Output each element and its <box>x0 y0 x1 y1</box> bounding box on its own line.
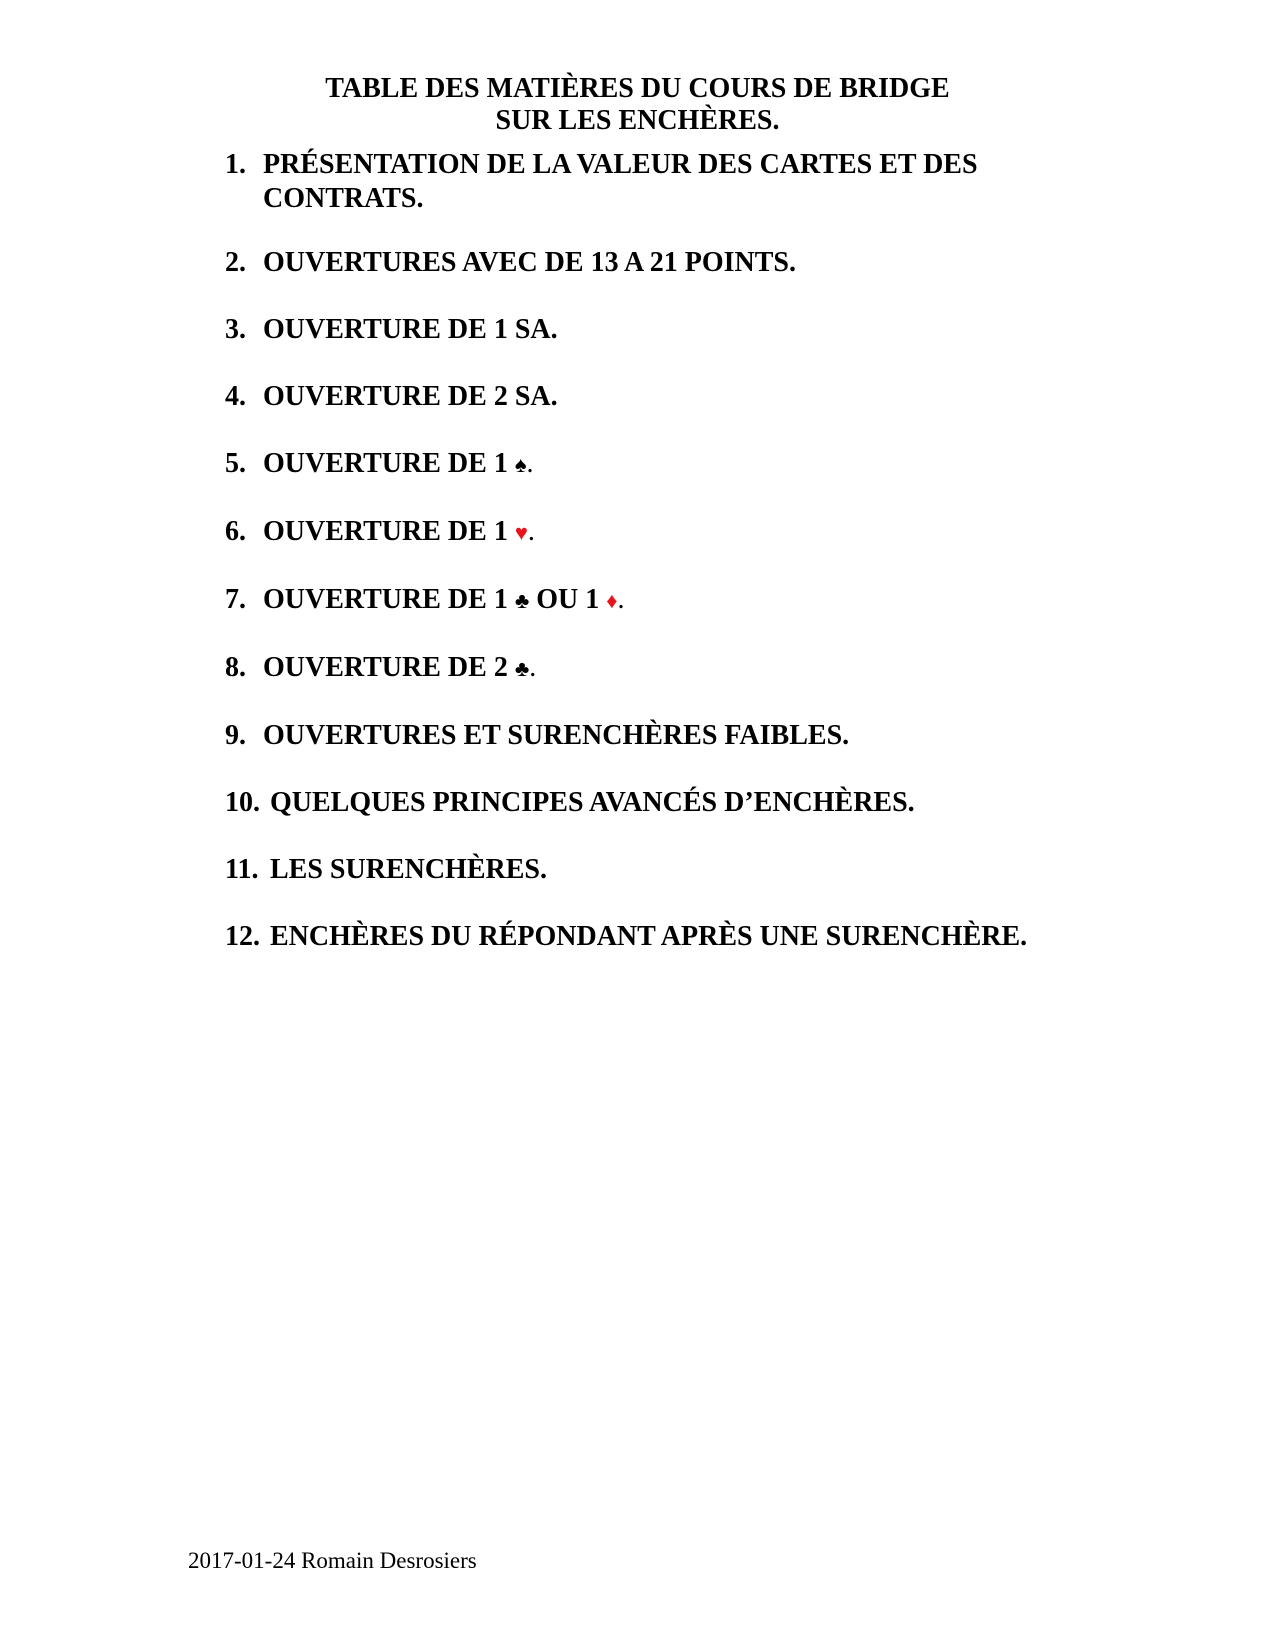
toc-item-number: 2. <box>225 247 246 278</box>
title-line-2: SUR LES ENCHÈRES. <box>495 105 780 136</box>
toc-item-number: 6. <box>225 516 246 547</box>
toc-item-text: OUVERTURES AVEC DE 13 A 21 POINTS. <box>263 247 796 278</box>
toc-item-8 <box>225 651 1125 686</box>
toc-item-text: OUVERTURE DE 1 <box>263 516 515 547</box>
spade-icon: ♠ <box>514 452 527 477</box>
toc-item-text: OUVERTURES ET SURENCHÈRES FAIBLES. <box>263 720 850 751</box>
period: . <box>529 652 537 683</box>
toc-item-number: 1. <box>225 149 246 180</box>
toc-item-text: OUVERTURE DE 2 <box>263 652 515 683</box>
toc-item-text: QUELQUES PRINCIPES AVANCÉS D’ENCHÈRES. <box>270 787 915 818</box>
toc-item-number: 7. <box>225 584 246 615</box>
toc-item-1 <box>225 148 1125 216</box>
page-footer: 2017-01-24 Romain Desrosiers <box>188 1548 477 1573</box>
period: . <box>527 516 535 547</box>
club-icon: ♣ <box>514 588 530 613</box>
toc-item-number: 5. <box>225 448 246 479</box>
toc-item-3 <box>225 313 1125 347</box>
period: . <box>617 584 625 615</box>
toc-item-text-wrapper <box>263 515 1063 550</box>
toc-item-text: OUVERTURE DE 1 <box>263 584 515 615</box>
period: . <box>526 448 534 479</box>
document-title <box>0 73 1275 137</box>
toc-item-text: ENCHÈRES DU RÉPONDANT APRÈS UNE SURENCHÈRE. <box>270 921 1028 952</box>
toc-item-9 <box>225 719 1125 753</box>
toc-item-11 <box>225 853 1125 887</box>
toc-item-text-wrapper <box>263 583 1063 618</box>
toc-item-6 <box>225 515 1125 550</box>
toc-item-4 <box>225 380 1125 414</box>
toc-item-number: 11. <box>225 854 259 885</box>
toc-item-number: 10. <box>225 787 260 818</box>
toc-item-text: LES SURENCHÈRES. <box>270 854 547 885</box>
toc-item-text: OUVERTURE DE 1 <box>263 448 515 479</box>
toc-item-text: OUVERTURE DE 1 SA. <box>263 314 558 345</box>
diamond-icon: ♦ <box>606 588 618 613</box>
toc-item-5 <box>225 447 1125 482</box>
toc-item-number: 9. <box>225 720 246 751</box>
club-icon: ♣ <box>514 656 530 681</box>
toc-item-text-2: OU 1 <box>529 584 607 615</box>
heart-icon: ♥ <box>514 520 528 545</box>
toc-item-text-wrapper <box>263 651 1063 686</box>
toc-item-number: 4. <box>225 381 246 412</box>
toc-item-number: 3. <box>225 314 246 345</box>
toc-item-10 <box>225 786 1125 820</box>
table-of-contents <box>225 148 1125 987</box>
toc-item-text-wrapper <box>263 447 1063 482</box>
toc-item-7 <box>225 583 1125 618</box>
toc-item-2 <box>225 246 1125 280</box>
toc-item-12 <box>225 920 1125 954</box>
toc-item-number: 12. <box>225 921 260 952</box>
toc-item-number: 8. <box>225 652 246 683</box>
title-line-1: TABLE DES MATIÈRES DU COURS DE BRIDGE <box>325 73 950 104</box>
toc-item-text: OUVERTURE DE 2 SA. <box>263 381 558 412</box>
toc-item-text: PRÉSENTATION DE LA VALEUR DES CARTES ET DES CONTRATS. <box>263 149 978 214</box>
